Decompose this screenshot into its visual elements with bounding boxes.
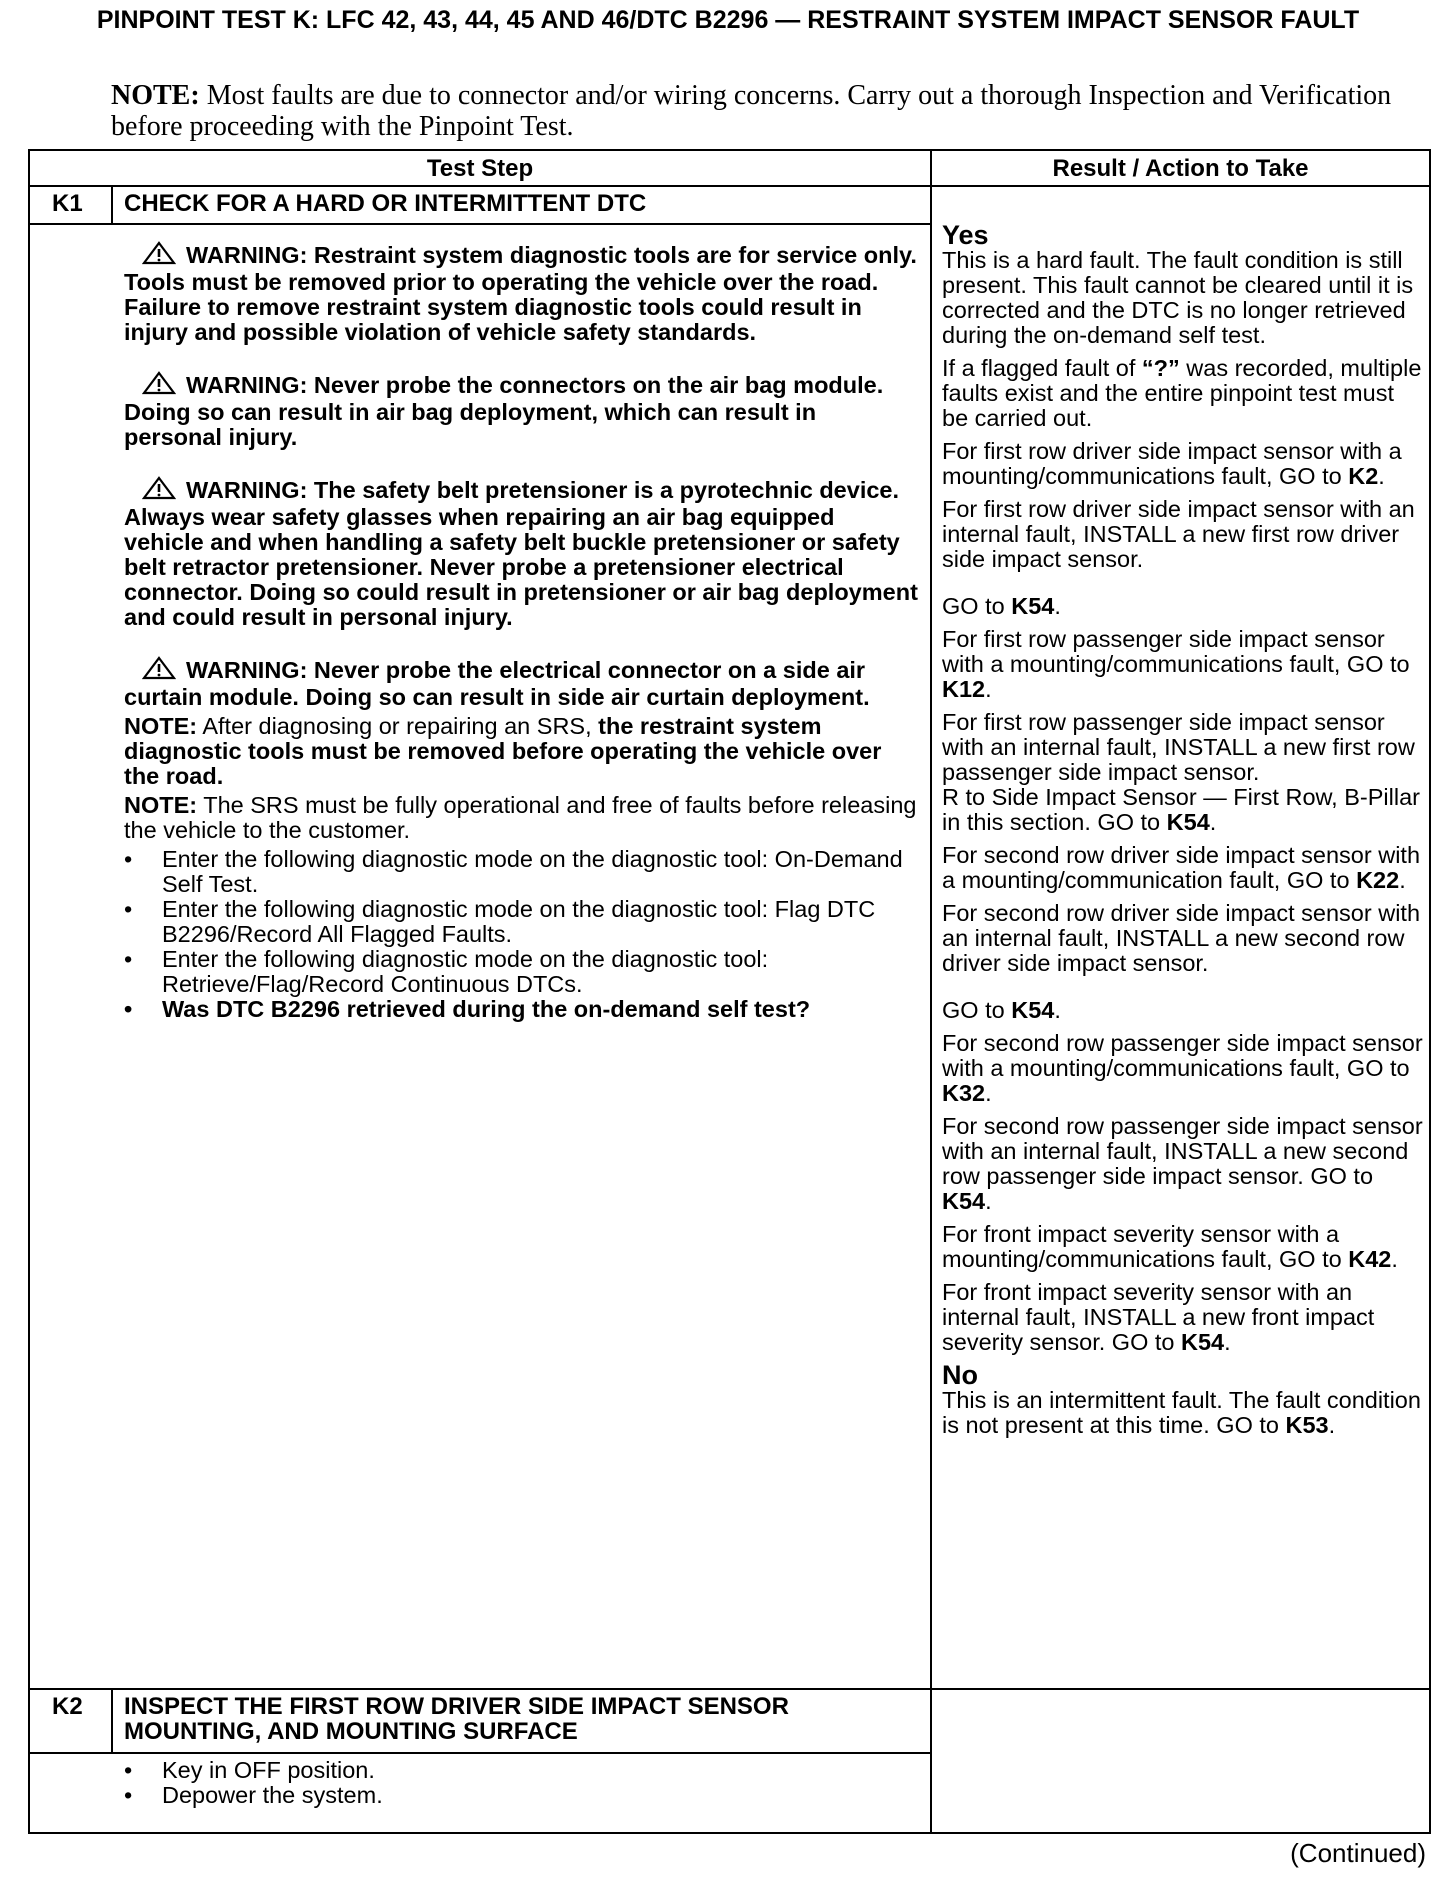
- result-item: For first row driver side impact sensor with an internal fault, INSTALL a new first row driver side impact sensor.: [942, 496, 1415, 572]
- page-title: PINPOINT TEST K: LFC 42, 43, 44, 45 AND 46/DTC B2296 — RESTRAINT SYSTEM IMPACT SENSOR FAULT: [96, 6, 1360, 34]
- intro-note-label: NOTE:: [111, 80, 200, 111]
- list-item: • Enter the following diagnostic mode on the diagnostic tool: Retrieve/Flag/Record Continuous DTCs.: [124, 947, 919, 997]
- result-item: For second row driver side impact sensor with a mounting/communication fault, GO to K22.: [942, 842, 1421, 893]
- warning-3: WARNING: The safety belt pretensioner is a pyrotechnic device. Always wear safety glasses when repairing an air bag equipped vehicle and when handling a safety belt buckle pretensioner or safety belt retractor pretensioner. Never probe a pretensioner electrical connector. Doing so could result in pretensioner or air bag deployment and could result in personal injury.: [124, 477, 918, 630]
- pinpoint-table: [28, 149, 1431, 1834]
- list-item: • Enter the following diagnostic mode on the diagnostic tool: Flag DTC B2296/Record All Flagged Faults.: [124, 897, 919, 947]
- result-item: For first row driver side impact sensor with a mounting/communications fault, GO to K2.: [942, 438, 1402, 489]
- warning-1: WARNING: Restraint system diagnostic tools are for service only. Tools must be removed prior to operating the vehicle over the road. Failure to remove restraint system diagnostic tools could result in injury and possible violation of vehicle safety standards.: [124, 242, 917, 345]
- warning-triangle-icon: [142, 656, 176, 685]
- warning-triangle-icon: [142, 476, 176, 505]
- warning-triangle-icon: [142, 371, 176, 400]
- intro-note: [111, 80, 1411, 142]
- step-id-k1: K1: [52, 190, 83, 217]
- flag-text: If a flagged fault of “?” was recorded, multiple faults exist and the entire pinpoint test must be carried out.: [942, 355, 1422, 431]
- warning-4: WARNING: Never probe the electrical connector on a side air curtain module. Doing so can result in side air curtain deployment.: [124, 657, 870, 710]
- no-text: This is an intermittent fault. The fault condition is not present at this time. GO to K53.: [942, 1387, 1421, 1438]
- warning-2: WARNING: Never probe the connectors on the air bag module. Doing so can result in air bag deployment, which can result in personal injury.: [124, 372, 884, 450]
- step-title-k1: CHECK FOR A HARD OR INTERMITTENT DTC: [124, 190, 647, 217]
- k2-bullets: [124, 1758, 919, 1808]
- result-item: GO to K54.: [942, 593, 1061, 619]
- k1-bullets: [124, 847, 919, 1022]
- k1-results: [942, 220, 1426, 1446]
- result-item: For first row passenger side impact sensor with a mounting/communications fault, GO to K12.: [942, 626, 1410, 702]
- warning-triangle-icon: [142, 241, 176, 270]
- k1-title-divider: [30, 223, 930, 225]
- result-item: For second row passenger side impact sensor with a mounting/communications fault, GO to K32.: [942, 1030, 1423, 1106]
- list-item: • Depower the system.: [124, 1783, 919, 1808]
- step-id-k2: K2: [52, 1693, 83, 1720]
- result-item: For first row passenger side impact sensor with an internal fault, INSTALL a new first row passenger side impact sensor. R to Side Impact Sensor — First Row, B-Pillar in this section. GO to K54.: [942, 709, 1420, 835]
- no-label: No: [942, 1360, 978, 1390]
- k1-question: • Was DTC B2296 retrieved during the on-demand self test?: [124, 997, 919, 1022]
- result-item: For front impact severity sensor with an internal fault, INSTALL a new front impact severity sensor. GO to K54.: [942, 1279, 1375, 1355]
- continued-label: (Continued): [1290, 1838, 1426, 1868]
- result-item: For second row passenger side impact sensor with an internal fault, INSTALL a new second row passenger side impact sensor. GO to K54.: [942, 1113, 1423, 1214]
- yes-text: This is a hard fault. The fault condition is still present. This fault cannot be cleared until it is corrected and the DTC is no longer retrieved during the on-demand self test.: [942, 247, 1414, 348]
- list-item: • Enter the following diagnostic mode on the diagnostic tool: On-Demand Self Test.: [124, 847, 919, 897]
- header-result: Result / Action to Take: [1052, 155, 1309, 182]
- result-item: For second row driver side impact sensor with an internal fault, INSTALL a new second row driver side impact sensor.: [942, 900, 1421, 976]
- k1-step-body: [124, 241, 919, 1022]
- intro-note-text: Most faults are due to connector and/or wiring concerns. Carry out a thorough Inspection and Verification before proceeding with the Pinpoint Test.: [111, 80, 1392, 142]
- k2-id-divider: [111, 1690, 113, 1754]
- header-divider: [30, 185, 1429, 187]
- k1-note-2: NOTE: The SRS must be fully operational and free of faults before releasing the vehicle to the customer.: [124, 792, 917, 843]
- result-item: GO to K54.: [942, 997, 1061, 1023]
- k2-title-divider: [30, 1752, 930, 1754]
- header-test-step: Test Step: [426, 155, 534, 182]
- yes-label: Yes: [942, 220, 989, 250]
- k1-note-1: NOTE: After diagnosing or repairing an SRS, the restraint system diagnostic tools must be removed before operating the vehicle over the road.: [124, 713, 882, 789]
- column-divider: [930, 151, 932, 1832]
- k2-step-body: [124, 1758, 919, 1808]
- result-item: For front impact severity sensor with a mounting/communications fault, GO to K42.: [942, 1221, 1398, 1272]
- step-title-k2: INSPECT THE FIRST ROW DRIVER SIDE IMPACT SENSOR MOUNTING, AND MOUNTING SURFACE: [124, 1693, 789, 1745]
- k1-id-divider: [111, 187, 113, 225]
- k1-k2-divider: [30, 1688, 1429, 1690]
- list-item: • Key in OFF position.: [124, 1758, 919, 1783]
